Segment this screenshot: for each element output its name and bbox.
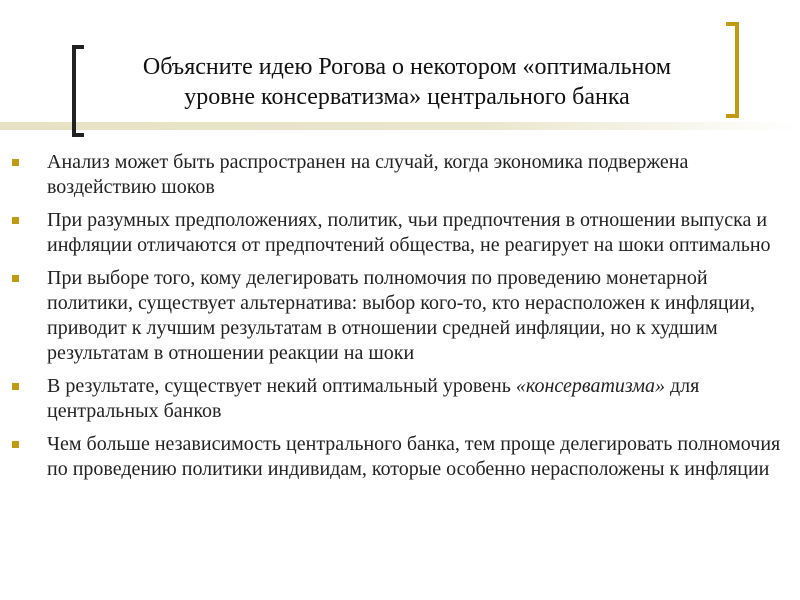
bullet-text: При выборе того, кому делегировать полномочия по проведению монетарной политики, существует альтернатива: выбор кого-то, кто нерасположен к инфляции, приводит к лучшим результатам в отношении средней инфляции, но к худшим результатам в отношении реакции на шоки bbox=[47, 267, 756, 364]
square-bullet-icon bbox=[12, 383, 19, 390]
slide-title-line-1: Объясните идею Рогова о некотором «оптимальном bbox=[142, 54, 672, 80]
right-bracket-decoration bbox=[726, 22, 739, 118]
bullet-item bbox=[0, 208, 800, 258]
bullet-item bbox=[0, 150, 800, 200]
square-bullet-icon bbox=[12, 217, 19, 224]
bullet-text-emphasis: «консерватизма» bbox=[515, 375, 665, 397]
bullet-text: При разумных предположениях, политик, чьи предпочтения в отношении выпуска и инфляции отличаются от предпочтений общества, не реагирует на шоки оптимально bbox=[47, 209, 771, 256]
slide-title-line-2: уровне консерватизма» центрального банка bbox=[184, 84, 630, 110]
square-bullet-icon bbox=[12, 159, 19, 166]
title-underline-band bbox=[0, 122, 800, 130]
slide-title bbox=[92, 52, 722, 112]
bullet-item bbox=[0, 374, 800, 424]
bullet-text-after: для центральных банков bbox=[47, 375, 700, 422]
bullet-item bbox=[0, 432, 800, 482]
bullet-list bbox=[0, 150, 800, 490]
left-bracket-decoration bbox=[72, 45, 84, 137]
bullet-text: Анализ может быть распространен на случай, когда экономика подвержена воздействию шоков bbox=[47, 151, 689, 198]
bullet-text-before: В результате, существует некий оптимальный уровень bbox=[47, 375, 516, 397]
square-bullet-icon bbox=[12, 441, 19, 448]
bullet-item bbox=[0, 266, 800, 366]
bullet-text: Чем больше независимость центрального банка, тем проще делегировать полномочия по проведению политики индивидам, которые особенно нерасположены к инфляции bbox=[47, 433, 781, 480]
square-bullet-icon bbox=[12, 275, 19, 282]
